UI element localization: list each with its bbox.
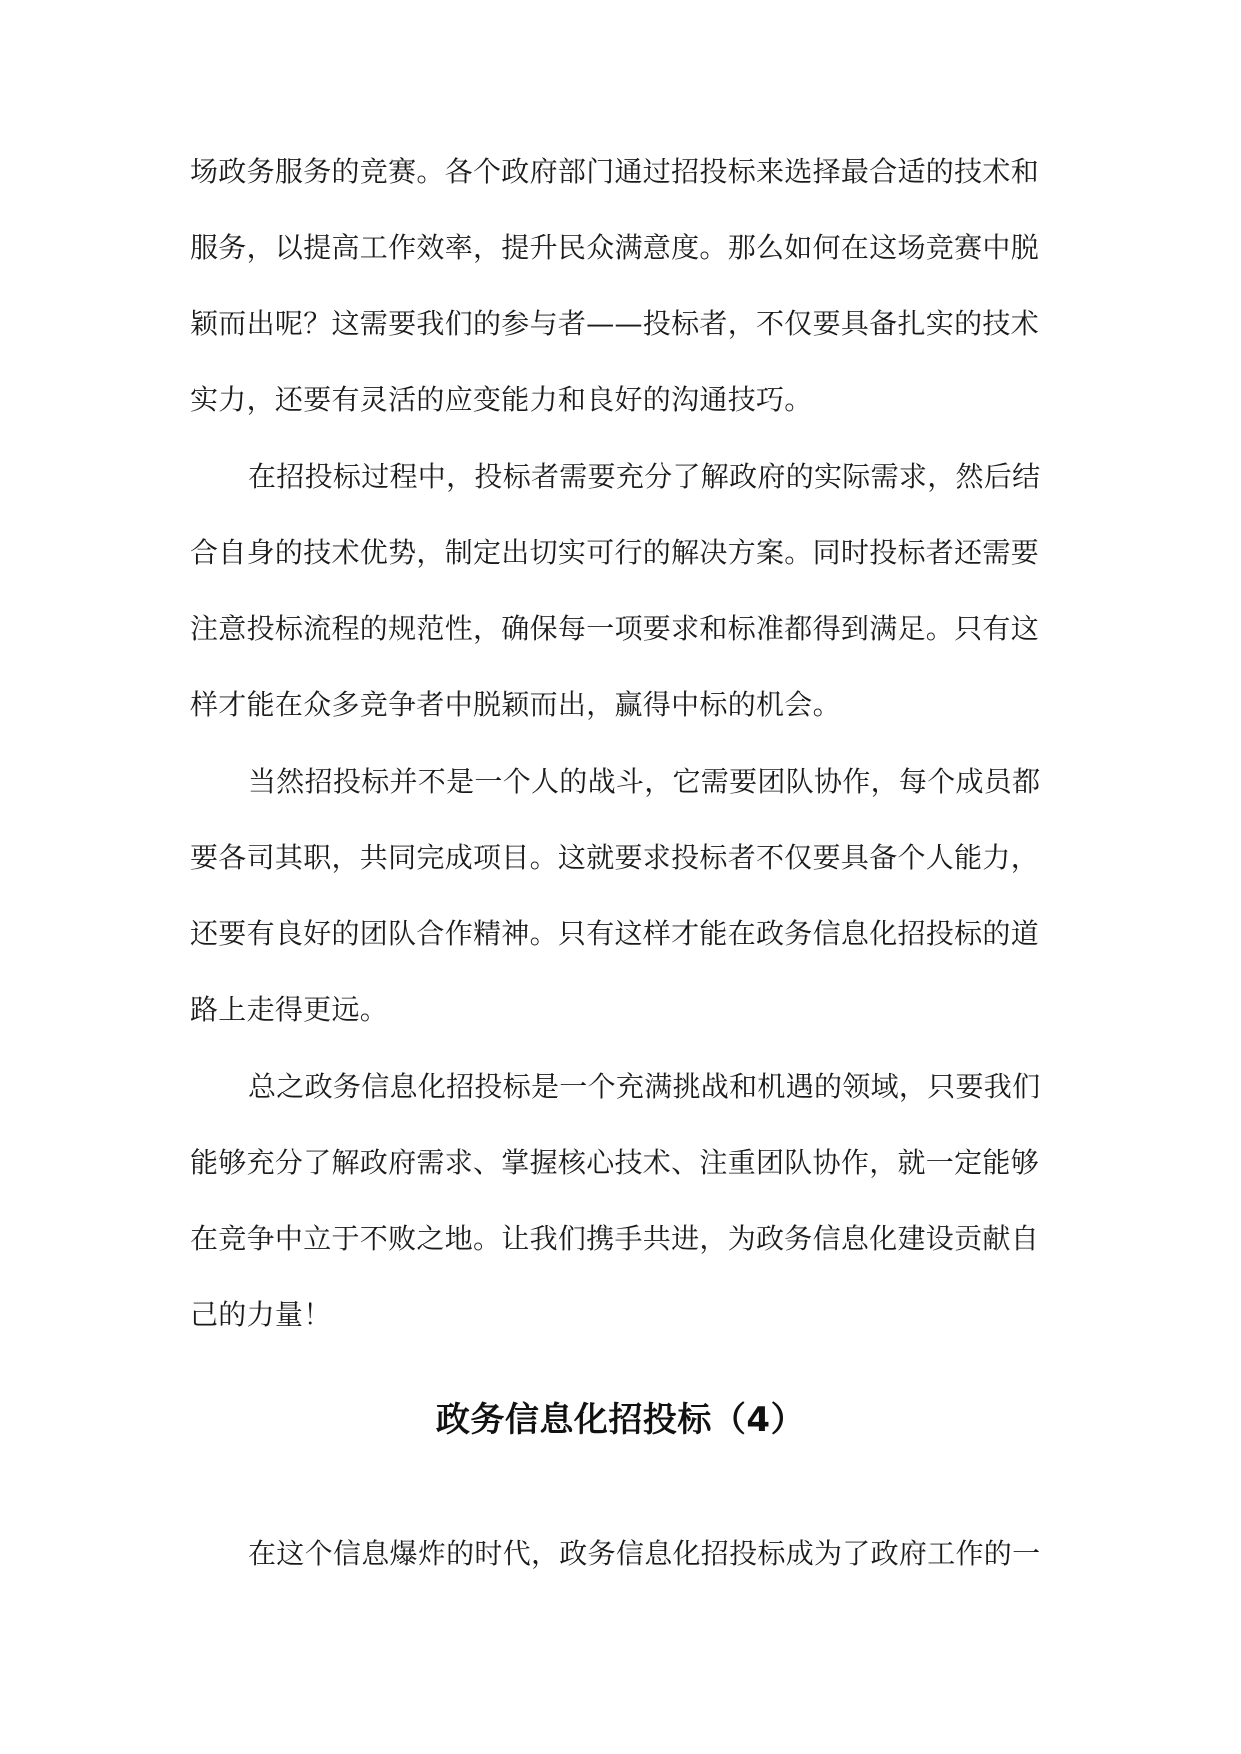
paragraph-line: 己的力量！ [190, 1298, 332, 1331]
paragraph-line: 颖而出呢？这需要我们的参与者——投标者，不仅要具备扎实的技术 [190, 307, 1040, 340]
section-title: 政务信息化招投标（4） [435, 1400, 806, 1440]
paragraph-line: 实力，还要有灵活的应变能力和良好的沟通技巧。 [190, 383, 813, 416]
paragraph-line: 在竞争中立于不败之地。让我们携手共进，为政务信息化建设贡献自 [190, 1222, 1040, 1255]
paragraph-line: 服务，以提高工作效率，提升民众满意度。那么如何在这场竞赛中脱 [190, 231, 1040, 264]
paragraph-line: 在招投标过程中，投标者需要充分了解政府的实际需求，然后结 [248, 460, 1041, 493]
paragraph-line: 场政务服务的竞赛。各个政府部门通过招投标来选择最合适的技术和 [190, 155, 1040, 188]
paragraph-line: 当然招投标并不是一个人的战斗，它需要团队协作，每个成员都 [248, 765, 1041, 798]
paragraph-line: 还要有良好的团队合作精神。只有这样才能在政务信息化招投标的道 [190, 917, 1040, 950]
paragraph-line: 路上走得更远。 [190, 993, 389, 1026]
paragraph-line: 注意投标流程的规范性，确保每一项要求和标准都得到满足。只有这 [190, 612, 1040, 645]
paragraph-line: 样才能在众多竞争者中脱颖而出，赢得中标的机会。 [190, 688, 841, 721]
paragraph-line: 在这个信息爆炸的时代，政务信息化招投标成为了政府工作的一 [248, 1537, 1041, 1570]
paragraph-line: 总之政务信息化招投标是一个充满挑战和机遇的领域，只要我们 [248, 1070, 1041, 1103]
paragraph-line: 能够充分了解政府需求、掌握核心技术、注重团队协作，就一定能够 [190, 1146, 1040, 1179]
paragraph-line: 要各司其职，共同完成项目。这就要求投标者不仅要具备个人能力， [190, 841, 1040, 874]
paragraph-line: 合自身的技术优势，制定出切实可行的解决方案。同时投标者还需要 [190, 536, 1040, 569]
